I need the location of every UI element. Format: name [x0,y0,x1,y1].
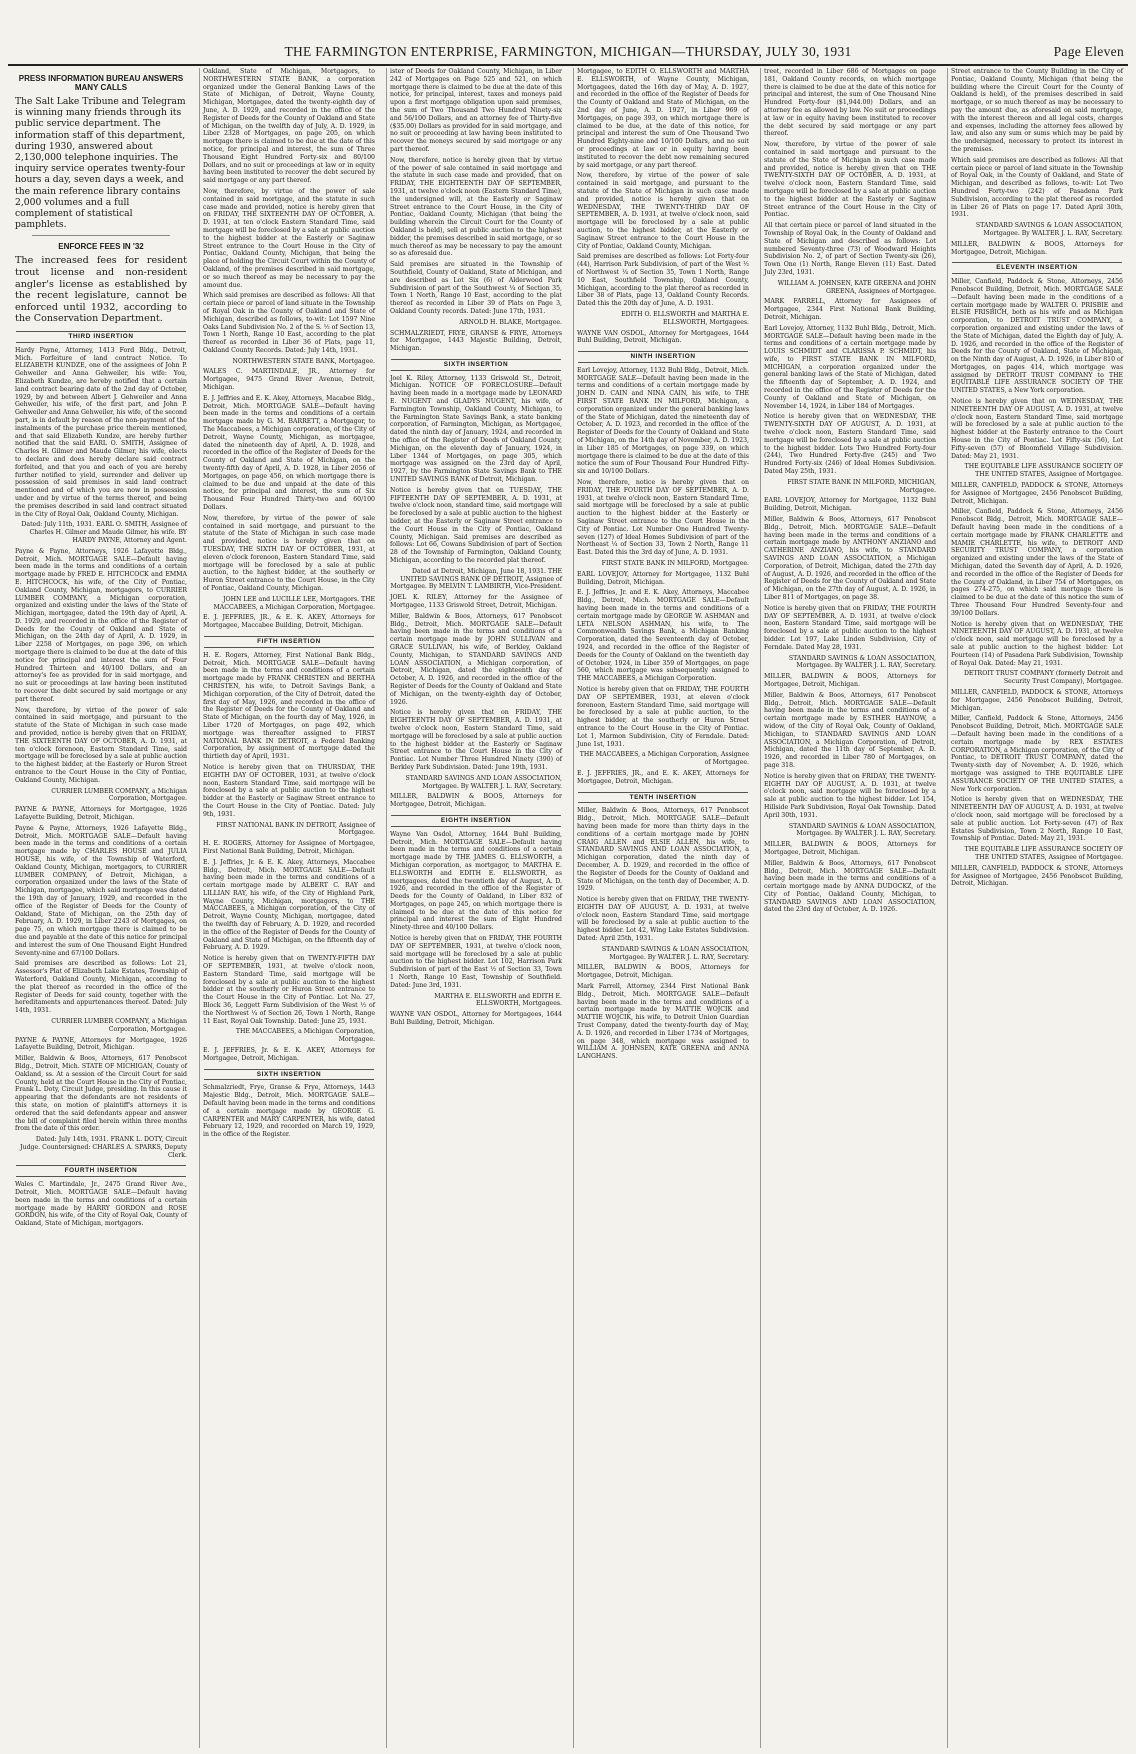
article-press-bureau: The Salt Lake Tribune and Telegram is winning many friends through its public service department. The information staff of this department, during 1930, answered about 2,130,000 telephone inquiries. The inquiry service operates twenty-four hours a day, seven days a week, and the main reference library contains 2,000 volumes and a full complement of statistical pamphlets. [15,96,186,231]
notice-signature: NORTHWESTERN STATE BANK, Mortgagee. [232,357,375,365]
column-2 [199,68,378,1748]
attorney-line: EARL LOVEJOY, Attorney for Mortgagee, 1132 Buhl Building, Detroit, Michigan. [577,570,749,586]
legal-notice: Notice is hereby given that on FRIDAY, THE FOURTH DAY OF SEPTEMBER, 1931, at eleven o'clock forenoon, Eastern Standard Time, said mortgage will be foreclosed by a sale at public auction, to the highest bidder, at the southerly or Huron Street entrance to the Court House in the City of Pontiac. Lot 1, Marmon Subdivision, City of Ferndale. Dated: June 1st, 1931. [577,685,749,748]
notice-signature: CURRIER LUMBER COMPANY, a Michigan Corporation, Mortgagee. [51,787,187,803]
section-header: FIFTH INSERTION [204,636,374,648]
attorney-line: WALES C. MARTINDALE, JR., Attorney for Mortgagee, 9475 Grand River Avenue, Detroit, Michigan. [203,368,375,392]
legal-notice: Notice is hereby given that on FRIDAY, THE TWENTY-EIGHTH DAY OF AUGUST, A. D. 1931, at twelve o'clock noon, Eastern Standard Time, said mortgage will be foreclosed by a sale at public auction to the highest bidder. Lot 42, Wing Lake Estates Subdivision. Dated: April 25th, 1931. [577,896,749,943]
notice-signature: THE MACCABEES, a Michigan Corporation, Mortgagee. [235,1028,375,1044]
notice-signature: JOHN LEE and LUCILLE LEE, Mortgagors. THE MACCABEES, a Michigan Corporation, Mortgagee. [213,595,375,611]
notice-signature: THE MACCABEES, a Michigan Corporation, Assignee of Mortgagee. [579,751,749,767]
article-enforce-fees: The increased fees for resident trout license and non-resident angler's license as established by the recent legislature, cannot be enforced until 1932, according to the Conservation Department. [15,255,187,325]
masthead [8,40,1128,66]
legal-notice: E. J. Jeffries and E. K. Akey, Attorneys, Macabee Bldg., Detroit, Mich. MORTGAGE SALE—Default having been made in the terms and conditions of a certain mortgage made by G. M. BARRETT, a Mortgagor, to The Maccabees, a Michigan corporation, of the City of Detroit, Wayne County, Michigan, as mortgagee, dated the nineteenth day of April, A. D. 1928, and recorded in the office of the Register of Deeds for the County of Oakland and State of Michigan, on the twenty-fifth day of April, A. D. 1928, in Liber 2056 of Mortgages, on page 456, on which mortgage there is claimed to be due and unpaid at the date of this notice, for principal and interest, the sum of Six Thousand Four Hundred Thirty-two and 60/100 Dollars. [203,394,375,512]
notice-signature: STANDARD SAVINGS & LOAN ASSOCIATION, Mortgagee. By WALTER J. L. RAY, Secretary. [601,945,749,961]
attorney-line: MILLER, BALDWIN & BOOS, Attorneys for Mortgagee, Detroit, Michigan. [390,793,562,809]
legal-notice: treet, recorded in Liber 686 of Mortgages on page 181, Oakland County records, on which mortgage there is claimed to be due at the date of this notice for principal and interest, the sum of One Thousand Nine Hundred Forty-four ($1,944.00) Dollars, and an attorney fee as allowed by law. No suit or proceedings at law or in equity having been instituted to recover the debt secured by said mortgage or any part thereof. [764,68,936,138]
attorney-line: MILLER, CANFIELD, PADDOCK & STONE, Attorneys for Assignee of Mortgagee, 2456 Penobscot Building, Detroit, Michigan. [951,864,1123,888]
notice-signature: FIRST STATE BANK IN MILFORD, MICHIGAN, Mortgagee. [787,478,936,494]
attorney-line: E. J. JEFFRIES, JR., and E. K. AKEY, Attorneys for Mortgagee, Detroit, Michigan. [577,769,749,785]
section-header: FOURTH INSERTION [16,1165,186,1177]
legal-notice: Now, therefore, by virtue of the power of sale contained in said mortgage, and pursuant to the statute of the State of Michigan in such case made and provided, notice is hereby given that on FRIDAY, THE SIXTEENTH DAY OF OCTOBER, A. D. 1931, at ten o'clock forenoon, Eastern Standard Time, said mortgage will be foreclosed by a sale at public auction to the highest bidder, at the Easterly or Huron Street entrance to the Court House in the City of Pontiac, Oakland County, Michigan. [15,706,187,784]
legal-notice: Notice is hereby given that on FRIDAY, THE EIGHTEENTH DAY OF SEPTEMBER, A. D. 1931, at twelve o'clock noon, Eastern Standard Time, said mortgage will be foreclosed by a sale at public auction to the highest bidder at the Easterly or Saginaw Street entrance to the Court House in the City of Pontiac. Lot Number Three Hundred Ninety (390) of Berkley Park Subdivision. Dated: June 19th, 1931. [390,709,562,771]
notice-signature: CURRIER LUMBER COMPANY, a Michigan Corporation, Mortgagee. [51,1017,187,1033]
legal-notice: Notice is hereby given that on WEDNESDAY, THE NINETEENTH DAY OF AUGUST, A. D. 1931, at twelve o'clock noon, said mortgage will be foreclosed by a sale at public auction. Lot Forty-seven (47) of Rex Estates Subdivision, Town 2 North, Range 10 East, Township of Pontiac. Dated: May 21, 1931. [951,796,1123,843]
legal-notice: Miller, Baldwin & Boos, Attorneys, 617 Penobscot Bldg., Detroit, Mich. MORTGAGE SALE—Default having been made in the terms and conditions of a certain mortgage made by JOHN SULLIVAN and GRACE SULLIVAN, his wife, of Berkley, Oakland County, Michigan, to STANDARD SAVINGS AND LOAN ASSOCIATION, a Michigan corporation, of Detroit, Michigan, dated the eighteenth day of October, A. D. 1926, and recorded in the office of the Register of Deeds for the County of Oakland and State of Michigan, on the twenty-eighth day of October, 1926. [390,612,562,706]
legal-notice: E. J. Jeffries, Jr. and E. K. Akey, Attorneys, Maccabee Bldg., Detroit, Mich. MORTGAGE SALE—Default having been made in the terms and conditions of a certain mortgage made by GEORGE W. ASHMAN and LETA NELSON ASHMAN, his wife, to The Commonwealth Savings Bank, a Michigan Banking Corporation, dated the Seventeenth day of October, 1924, and recorded in the office of the Register of Deeds for the County of Oakland on the twentieth day of October, 1924, in Liber 359 of Mortgages, on page 560, which mortgage was subsequently assigned to THE MACCABEES, a Michigan Corporation. [577,589,749,683]
attorney-line: E. J. JEFFRIES, JR., & E. K. AKEY, Attorneys for Mortgagee, Maccabee Building, Detroit, Michigan. [203,614,375,630]
columns [8,68,1128,1748]
attorney-line: MILLER, BALDWIN & BOOS, Attorneys for Mortgagee, Detroit, Michigan. [951,240,1123,256]
legal-notice: Notice is hereby given that on WEDNESDAY, THE NINETEENTH DAY OF AUGUST, A. D. 1931, at twelve o'clock noon, said mortgage will be foreclosed by a sale at public auction to the highest bidder. Lot Fourteen (14) of Pasadena Park Subdivision, Township of Royal Oak. Dated: May 21, 1931. [951,620,1123,667]
attorney-line: WAYNE VAN OSDOL, Attorney for Mortgagees, 1644 Buhl Building, Detroit, Michigan. [577,329,749,345]
legal-notice: Said premises are described as follows: Lot Forty-four (44), Harrison Park Subdivision, of part of the West ½ of Northwest ¼ of Section 35, Town 1 North, Range 10 East, Southfield Township, Oakland County, Michigan, according to the plat thereof as recorded in Liber 38 of Plats, page 13, Oakland County Records. Dated this the 20th day of June, A. D. 1931. [577,253,749,308]
section-header: THIRD INSERTION [16,331,186,343]
legal-notice: Now, therefore, notice is hereby given that by virtue of the power of sale contained in said mortgage and the statute in such case made and provided, that on FRIDAY, THE EIGHTEENTH DAY OF SEPTEMBER, 1931, at twelve o'clock noon (Eastern Standard Time), the undersigned will, at the Easterly or Saginaw Street entrance to the Court House, in the City of Pontiac, Oakland County, Michigan (that being the building wherein the Circuit Court for the County of Oakland is held), sell at public auction to the highest bidder, the premises described in said mortgage, or so much thereof as may be necessary to pay the amount so as aforesaid due. [390,156,562,258]
attorney-line: SCHMALZRIEDT, FRYE, GRANSE & FRYE, Attorneys for Mortgagee, 1443 Majestic Building, Detroit, Michigan. [390,329,562,353]
legal-notice: Miller, Baldwin & Boos, Attorneys, 617 Penobscot Bldg., Detroit, Mich. MORTGAGE SALE—Default having been made in the terms and conditions of a certain mortgage made by ANNA DUDOCKZ, of the City of Pontiac, Oakland County, Michigan, to STANDARD SAVINGS AND LOAN ASSOCIATION, dated the 23rd day of October, A. D. 1926. [764,859,936,914]
notice-signature: FIRST NATIONAL BANK IN DETROIT, Assignee of Mortgagee. [216,821,375,837]
headline-press-bureau: PRESS INFORMATION BUREAU ANSWERS MANY CALLS [18,74,184,92]
legal-notice: Notice is hereby given that on WEDNESDAY, THE NINETEENTH DAY OF AUGUST, A. D. 1931, at twelve o'clock noon, Eastern Standard Time, said mortgage will be foreclosed by a sale at public auction to the highest bidder at the Easterly entrance to the Court House in the City of Pontiac. Lot Fifty-six (56), Lot Fifty-seven (57) of Bloomfield Village Subdivision. Dated: May 21, 1931. [951,398,1123,460]
notice-signature: THE EQUITABLE LIFE ASSURANCE SOCIETY OF THE UNITED STATES, Assignee of Mortgagee. [964,463,1123,479]
legal-notice: Notice is hereby given that on FRIDAY, THE FOURTH DAY OF SEPTEMBER, A. D. 1931, at twelve o'clock noon, Eastern Standard Time, said mortgage will be foreclosed by a sale at public auction to the highest bidder. Lot 197, Lake Linden Subdivision, City of Ferndale. Dated May 28, 1931. [764,604,936,651]
section-header: EIGHTH INSERTION [391,815,561,827]
legal-notice: Miller, Baldwin & Boos, Attorneys, 617 Penobscot Bldg., Detroit, Mich. MORTGAGE SALE—Default having been made in the terms and conditions of a certain mortgage made by ESTHER HAYNOW, a widow, of the City of Royal Oak, County of Oakland, Michigan, to STANDARD SAVINGS AND LOAN ASSOCIATION, a Michigan Corporation, of Detroit, Michigan, dated the 11th day of September, A. D. 1926, and recorded in Liber 780 of Mortgages, on page 318. [764,691,936,769]
legal-notice: Now, therefore, notice is hereby given that on FRIDAY, THE FOURTH DAY OF SEPTEMBER, A. D. 1931, at twelve o'clock noon, Eastern Standard Time, said mortgage will be foreclosed by a sale at public auction to the highest bidder at the Easterly or Saginaw Street entrance to the Court House in the City of Pontiac. Lot Number One Hundred Twenty-seven (127) of Ideal Homes Subdivision of part of the Northeast ¼ of Section 33, Town 2 North, Range 11 East. Dated this the 3rd day of June, A. D. 1931. [577,479,749,557]
legal-notice: Which said premises are described as follows: All that certain piece or parcel of land situate in the Township of Royal Oak in the County of Oakland and State of Michigan, described as follows, to-wit: Lot 1597 Nine Oaks Land Subdivision No. 2 of the S. ½ of Section 13, Town 1 North, Range 10 East, according to the plat thereof as recorded in Liber 36 of Plats, page 11, Oakland County Records. Dated: July 14th, 1931. [203,292,375,354]
notice-signature: Dated: July 11th, 1931. EARL O. SMITH, Assignee of Charles H. Gilmer and Maude Gilmer, his wife. BY HARDY PAYNE, Attorney and Agent. [21,521,187,544]
section-header: SIXTH INSERTION [391,359,561,371]
legal-notice: Notice is hereby given that on THURSDAY, THE EIGHTH DAY OF OCTOBER, 1931, at twelve o'clock noon, Eastern Standard Time, said mortgage will be foreclosed by a sale at public auction to the highest bidder at the Easterly or Saginaw Street entrance to the Court House in the City of Pontiac. Dated: July 9th, 1931. [203,763,375,818]
column-4 [573,68,752,1748]
notice-signature: STANDARD SAVINGS AND LOAN ASSOCIATION, Mortgagee. By WALTER J. L. RAY, Secretary. [405,774,562,790]
notice-signature: THE EQUITABLE LIFE ASSURANCE SOCIETY OF THE UNITED STATES, Assignee of Mortgagee. [964,846,1123,861]
legal-notice: Said premises are described as follows: Lot 21, Assessor's Plat of Elizabeth Lake Estates, Township of Waterford, Oakland County, Michigan, according to the plat thereof as recorded in the office of the Register of Deeds for said county, together with the hereditaments and appurtenances thereof. Dated: July 14th, 1931. [15,960,187,1015]
legal-notice: Miller, Baldwin & Boos, Attorneys, 617 Penobscot Bldg., Detroit, Mich. STATE OF MICHIGAN, County of Oakland, ss. At a session of the Circuit Court for said County, held at the Court House in the City of Pontiac, Frank L. Doty, Circuit Judge, presiding. In this cause it appearing that the defendants are not residents of this state, on motion of plaintiff's attorneys it is ordered that the said defendants appear and answer the bill of complaint filed herein within three months from the date of this order. [15,1055,187,1133]
attorney-line: MILLER, BALDWIN & BOOS, Attorneys for Mortgagee, Detroit, Michigan. [764,841,936,856]
legal-notice: Notice is hereby given that on TUESDAY, THE FIFTEENTH DAY OF SEPTEMBER, A. D. 1931, at twelve o'clock noon, standard time, said mortgage will be foreclosed by a sale at public auction to the highest bidder, at the Easterly or Saginaw Street entrance to the Court House in the City of Pontiac, Oakland County, Michigan. Said premises are described as follows: Lot 66, Cowans Subdivision of part of Section 28 of the Township of Farmington, Oakland County, Michigan, according to the recorded plat thereof. [390,486,562,565]
masthead-title: THE FARMINGTON ENTERPRISE, FARMINGTON, MICHIGAN—THURSDAY, JULY 30, 1931 [284,44,852,59]
legal-notice: Earl Lovejoy, Attorney, 1132 Buhl Bldg., Detroit, Mich. MORTGAGE SALE—Default having been made in the terms and conditions of a certain mortgage made by LOUIS SCHMIDT and CLARISSA P. SCHMIDT, his wife, to FIRST STATE BANK IN MILFORD, MICHIGAN, a corporation organized under the general banking laws of the State of Michigan, dated the fifteenth day of September, A. D. 1924, and recorded in the office of the Register of Deeds for the County of Oakland and State of Michigan, on November 14, 1924, in Liber 184 of Mortgages. [764,324,936,410]
page-number: Page Eleven [1053,44,1124,59]
notice-signature: WILLIAM A. JOHNSEN, KATE GREENA and JOHN GREENA, Assignees of Mortgagee. [777,279,936,295]
legal-notice: Now, therefore, by virtue of the power of sale contained in said mortgage, and the statute in such case made and provided, notice is hereby given that on FRIDAY, THE SIXTEENTH DAY OF OCTOBER, A. D. 1931, at ten o'clock Eastern Standard Time, said mortgage will be foreclosed by a sale at public auction to the highest bidder at the Easterly or Saginaw Street entrance to the Court House in the City of Pontiac, Oakland County, Michigan, that being the place of holding the Circuit Court within the County of Oakland, of the premises described in said mortgage, or so much thereof as may be necessary to pay the amount due. [203,187,375,289]
attorney-line: PAYNE & PAYNE, Attorneys for Mortgagee, 1926 Lafayette Building, Detroit, Michigan. [15,806,187,822]
legal-notice: Miller, Canfield, Paddock & Stone, Attorneys, 2456 Penobscot Bldg., Detroit, Mich. MORTGAGE SALE—Default having been made in the conditions of a certain mortgage made by FRANK CHARLETTE and MAMIE CHARLETTE, his wife, to DETROIT AND SECURITY TRUST COMPANY, a corporation organized and existing under the laws of the State of Michigan, dated the Seventh day of April, A. D. 1926, and recorded in the office of the Register of Deeds for the County of Oakland, in Liber 754 of Mortgages, on pages 274-275, on which said mortgage there is claimed to be due at the date of this notice the sum of Three Thousand Four Hundred Seventy-four and 39/100 Dollars. [951,508,1123,617]
legal-notice: Which said premises are described as follows: All that certain piece or parcel of land situate in the Township of Royal Oak, in the County of Oakland, and State of Michigan, and described as follows, to-wit: Lot Two Hundred Forty-two (242) of Pasadena Park Subdivision, according to the plat thereof as recorded in Liber 26 of Plats on page 17. Dated April 30th, 1931. [951,156,1123,219]
column-6 [947,68,1126,1748]
notice-signature: Dated: July 14th, 1931. FRANK L. DOTY, Circuit Judge. Countersigned: CHARLES A. SPARKS, Deputy Clerk. [20,1136,187,1159]
column-5 [760,68,939,1748]
notice-signature: Dated at Detroit, Michigan, June 18, 1931. THE UNITED SAVINGS BANK OF DETROIT, Assignee of Mortgagee. By MELVIN T. LAMBIRTH, Vice-President. [390,567,562,591]
attorney-line: EARL LOVEJOY, Attorney for Mortgagee, 1132 Buhl Building, Detroit, Michigan. [764,497,936,513]
legal-notice: Mortgagee, to EDITH O. ELLSWORTH and MARTHA E. ELLSWORTH, of Wayne County, Michigan, Mortgagees, dated the 16th day of May, A. D. 1927, and recorded in the office of the Register of Deeds for the County of Oakland and State of Michigan, on the 2nd day of June, A. D. 1927, in Liber 969 of Mortgages, on page 393, on which mortgage there is claimed to be due, at the date of this notice, for principal and interest the sum of One Thousand Two Hundred Eighty-nine and 10/100 Dollars, and no suit or proceedings at law or in equity having been instituted to recover the debt now remaining secured by said mortgage, or any part thereof. [577,68,749,169]
attorney-line: WAYNE VAN OSDOL, Attorney for Mortgagees, 1644 Buhl Building, Detroit, Michigan. [390,1011,562,1027]
notice-signature: MARTHA E. ELLSWORTH and EDITH E. ELLSWORTH, Mortgagees. [434,992,562,1008]
attorney-line: E. J. JEFFRIES, Jr. & E. K. AKEY, Attorneys for Mortgagee, Detroit, Michigan. [203,1047,375,1062]
notice-signature: FIRST STATE BANK IN MILFORD, Mortgagee. [601,560,749,568]
notice-signature: STANDARD SAVINGS & LOAN ASSOCIATION, Mortgagee. By WALTER J. L. RAY, Secretary. [788,654,936,670]
legal-notice: Payne & Payne, Attorneys, 1926 Lafayette Bldg., Detroit, Mich. MORTGAGE SALE—Default having been made in the terms and conditions of a certain mortgage made by FRED E. HITCHCOCK and EMMA E. HITCHCOCK, his wife, of the City of Pontiac, Oakland County, Michigan, mortgagors, to CURRIER LUMBER COMPANY, a Michigan corporation, organized and existing under the laws of the State of Michigan, mortgagee, dated the 19th day of April, A. D. 1929, and recorded in the office of the Register of Deeds for the County of Oakland and State of Michigan, on the 24th day of April, A. D. 1929, in Liber 2258 of Mortgages, on page 396, on which mortgage there is claimed to be due at the date of this notice for principal and interest the sum of Four Hundred Thirteen and 40/100 Dollars, and an attorney's fee as provided for in said mortgage, and no suit or proceedings at law having been instituted to recover the debt secured by said mortgage or any part thereof. [15,547,187,703]
attorney-line: PAYNE & PAYNE, Attorneys for Mortgagee, 1926 Lafayette Building, Detroit, Michigan. [15,1036,187,1052]
notice-signature: EDITH O. ELLSWORTH and MARTHA E. ELLSWORTH, Mortgagees. [621,310,749,326]
attorney-line: JOEL K. RILEY, Attorney for the Assignee of Mortgagee, 1133 Griswold Street, Detroit, Michigan. [390,594,562,609]
column-1 [12,68,190,1748]
newspaper-page [8,6,1128,1748]
legal-notice: E. J. Jeffries, Jr. & E. K. Akey, Attorneys, Maccabee Bldg., Detroit, Mich. MORTGAGE SALE—Default having been made in the terms and conditions of a certain mortgage made by ALBERT C. RAY and LILLIAN RAY, his wife, of the City of Highland Park, Wayne County, Michigan, mortgagors, to THE MACCABEES, a Michigan corporation, of the City of Detroit, Wayne County, Michigan, mortgagee, dated the twelfth day of February, A. D. 1929, and recorded in the office of the Register of Deeds for the County of Oakland and State of Michigan, on the fifteenth day of February, A. D. 1929. [203,858,375,952]
legal-notice: Notice is hereby given that on TWENTY-FIFTH DAY OF SEPTEMBER, 1931, at twelve o'clock noon, Eastern Standard Time, said mortgage will be foreclosed by a sale at public auction to the highest bidder at the southerly or Huron Street entrance to the Court House in the City of Pontiac. Lot No. 27, Block 36, Leggett Farm Subdivision of the West ½ of the Northwest ¼ of Section 26, Town 1 North, Range 11 East, Royal Oak Township. Dated: June 25, 1931. [203,955,375,1025]
legal-notice: Mark Farrell, Attorney, 2344 First National Bank Bldg., Detroit, Mich. MORTGAGE SALE—Default having been made in the terms and conditions of a certain mortgage made by MATTIE WOJCIK and MATTIE WOJCIK, his wife, to Detroit Union Guardian Trust Company, dated the twenty-fourth day of May, A. D. 1926, and recorded in Liber 1734 of Mortgages, on page 348, which mortgage was assigned to WILLIAM A. JOHNSEN, KATE GREENA and ANNA LANGHANS. [577,983,749,1061]
section-header: ELEVENTH INSERTION [952,262,1122,274]
legal-notice: Schmalzriedt, Frye, Granse & Frye, Attorneys, 1443 Majestic Bldg., Detroit, Mich. MORTGAGE SALE—Default having been made in the terms and conditions of a certain mortgage made by GEORGE G. CARPENTER and MARY CARPENTER, his wife, dated February 12, 1929, and recorded on March 19, 1929, in the office of the Register. [203,1084,375,1139]
legal-notice: Miller, Baldwin & Boos, Attorneys, 617 Penobscot Bldg., Detroit, Mich. MORTGAGE SALE—Default having been made in the terms and conditions of a certain mortgage made by ANTHONY ANZIANO and CATHERINE ANZIANO, his wife, to STANDARD SAVINGS AND LOAN ASSOCIATION, a Michigan Corporation, of Detroit, Michigan, dated the 27th day of August, A. D. 1926, and recorded in the office of the Register of Deeds for the County of Oakland and State of Michigan, on the 27th day of August, A. D. 1926, in Liber 811 of Mortgages, on page 38. [764,516,936,601]
legal-notice: All that certain piece or parcel of land situated in the Township of Royal Oak, in the County of Oakland and State of Michigan and described as follows: Lot numbered Seventy-three (73) of Woodward Heights Subdivision No. 2, of part of Section Twenty-six (26), Town One (1) North, Range Eleven (11) East. Dated July 23rd, 1931. [764,222,936,276]
legal-notice: Wayne Van Osdol, Attorney, 1644 Buhl Building, Detroit, Mich. MORTGAGE SALE—Default having been made in the terms and conditions of a certain mortgage made by THE JAMES G. ELLSWORTH, a Michigan corporation, as mortgagor, to MARTHA E. ELLSWORTH and EDITH E. ELLSWORTH, as mortgagees, dated the twentieth day of August, A. D. 1926, and recorded in the office of the Register of Deeds for the County of Oakland, in Liber 832 of Mortgages, on page 245, on which mortgage there is claimed to be due at the date of this notice for principal and interest the sum of Eight Hundred Ninety-three and 40/100 Dollars. [390,830,562,932]
section-header: NINTH INSERTION [578,351,748,363]
section-header: TENTH INSERTION [578,792,748,804]
attorney-line: MARK FARRELL, Attorney for Assignees of Mortgagee, 2344 First National Bank Building, Detroit, Michigan. [764,298,936,321]
notice-signature: STANDARD SAVINGS & LOAN ASSOCIATION, Mortgagee. By WALTER J. L. RAY, Secretary. [788,822,936,838]
legal-notice: Notice is hereby given that on FRIDAY, THE FOURTH DAY OF SEPTEMBER, 1931, at twelve o'clock noon, said mortgage will be foreclosed by a sale at public auction to the highest bidder. Lot 102, Harrison Park Subdivision of part of the East ½ of Section 33, Town 1 North, Range 10 East, Township of Southfield. Dated: June 3rd, 1931. [390,935,562,989]
legal-notice: Now, therefore, by virtue of the power of sale contained in said mortgage and pursuant to the statute of the State of Michigan in such case made and provided, notice is hereby given that on THE TWENTY-SIXTH DAY OF OCTOBER, A. D. 1931, at twelve o'clock noon, Eastern Standard Time, said mortgage will be foreclosed by a sale at public auction to the highest bidder at the Easterly or Saginaw Street entrance of the Court House in the City of Pontiac. [764,141,936,219]
legal-notice: Oakland, State of Michigan, Mortgagors, to NORTHWESTERN STATE BANK, a corporation organized under the General Banking Laws of the State of Michigan, of Detroit, Wayne County, Michigan, Mortgagee, dated the twenty-eighth day of June, A. D. 1929, and recorded in the office of the Register of Deeds for the County of Oakland and State of Michigan, on the twelfth day of July, A. D. 1929, in Liber 2328 of Mortgages, on page 205, on which mortgage there is claimed to be due at the date of this notice, for principal and interest, the sum of Three Thousand Eight Hundred Forty-six and 80/100 Dollars, and no suit or proceedings at law or in equity having been instituted to recover the debt secured by said mortgage or any part thereof. [203,68,375,185]
section-header: SIXTH INSERTION [204,1069,374,1081]
divider [32,235,170,236]
legal-notice: Now, therefore, by virtue of the power of sale contained in said mortgage, and pursuant to the statute of the State of Michigan in such case made and provided, notice is hereby given that on WEDNESDAY, THE TWENTY-THIRD DAY OF SEPTEMBER, A. D. 1931, at twelve o'clock noon, said mortgage will be foreclosed by a sale at public auction, to the highest bidder, at the Easterly or Saginaw Street entrance to the Court House in the City of Pontiac, Oakland County, Michigan. [577,172,749,250]
legal-notice: Said premises are situated in the Township of Southfield, County of Oakland, State of Michigan, and are described as Lot Six (6) of Alderwood Park Subdivision of part of the Southwest ¼ of Section 35, Town 1 North, Range 10 East, according to the plat thereof as recorded in Liber 39 of Plats on Page 3, Oakland County records. Dated: June 17th, 1931. [390,261,562,315]
notice-signature: ARNOLD H. BLAKE, Mortgagee. [459,318,562,326]
legal-notice: Wales C. Martindale, Jr., 2475 Grand River Ave., Detroit, Mich. MORTGAGE SALE—Default having been made in the terms and conditions of a certain mortgage made by HARRY GORDON and ROSE GORDON, his wife, of the City of Royal Oak, County of Oakland, State of Michigan, mortgagors. [15,1181,187,1228]
legal-notice: Payne & Payne, Attorneys, 1926 Lafayette Bldg., Detroit, Mich. MORTGAGE SALE—Default having been made in the terms and conditions of a certain mortgage made by CHARLES HOUSE and JULIA HOUSE, his wife, of the Township of Waterford, Oakland County, Michigan, mortgagors, to CURRIER LUMBER COMPANY, of Detroit, Michigan, a corporation organized under the laws of the State of Michigan, mortgagee, which said mortgage was dated the 19th day of January, 1929, and recorded in the office of the Register of Deeds for the County of Oakland, State of Michigan, on the 25th day of February, A. D. 1929, in Liber 2243 of Mortgages, on page 75, on which mortgage there is claimed to be due and payable at the date of this notice for principal and interest the sum of One Thousand Eight Hundred Seventy-nine and 67/100 Dollars. [15,824,187,957]
legal-notice: Notice is hereby given that on FRIDAY, THE TWENTY-EIGHTH DAY OF AUGUST, A. D. 1931, at twelve o'clock noon, said mortgage will be foreclosed by a sale at public auction to the highest bidder. Lot 154, Hillside Park Subdivision, Royal Oak Township. Dated April 30th, 1931. [764,772,936,819]
legal-notice: Street entrance to the County Building in the City of Pontiac, Oakland County, Michigan (that being the building where the Circuit Court for the County of Oakland is held), of the premises described in said mortgage, or so much thereof as may be necessary to pay the amount due, as aforesaid on said mortgage, with the interest thereon and all legal costs, charges and expenses, including the attorney fees allowed by law, and also any sum or sums which may be paid by the undersigned, necessary to protect its interest in the premises. [951,68,1123,153]
legal-notice: ister of Deeds for Oakland County, Michigan, in Liber 242 of Mortgages on Page 525 and 521, on which mortgage there is claimed to be due at the date of this notice, for principal, interest, taxes and moneys paid upon a first mortgage obligation upon said premises, the sum of Two Thousand Two Hundred Ninety-six and 56/100 Dollars, and an attorney fee of Thirty-five ($35.00) Dollars as provided for in said mortgage, and no suit or proceeding at law having been instituted to recover the moneys secured by said mortgage or any part thereof. [390,68,562,153]
attorney-line: MILLER, BALDWIN & BOOS, Attorneys for Mortgagee, Detroit, Michigan. [577,964,749,980]
attorney-line: MILLER, CANFIELD, PADDOCK & STONE, Attorneys for Assignee of Mortgagee, 2456 Penobscot Building, Detroit, Michigan. [951,482,1123,505]
attorney-line: MILLER, BALDWIN & BOOS, Attorneys for Mortgagee, Detroit, Michigan. [764,673,936,688]
legal-notice: Notice is hereby given that on WEDNESDAY, THE TWENTY-SIXTH DAY OF AUGUST, A. D. 1931, at twelve o'clock noon, Eastern Standard Time, said mortgage will be foreclosed by a sale at public auction to the highest bidder. Lots Two Hundred Forty-four (244), Two Hundred Forty-five (245) and Two Hundred Forty-six (246) of Ideal Homes Subdivision. Dated May 25th, 1931. [764,413,936,476]
attorney-line: MILLER, CANFIELD, PADDOCK & STONE, Attorneys for Mortgagee, 2456 Penobscot Building, Detroit, Michigan. [951,688,1123,712]
legal-notice: Joel K. Riley, Attorney, 1133 Griswold St., Detroit, Michigan. NOTICE OF FORECLOSURE—Default having been made in a mortgage made by LEONARD E. NUGENT and GLADYS NUGENT, his wife, of Farmington Township, Oakland County, Michigan, to the Farmington State Savings Bank, a state banking corporation, of Farmington, Michigan, as Mortgagee, dated the ninth day of January, 1924, and recorded in the office of the Register of Deeds of Oakland County, Michigan, on the eleventh day of January, 1924, in Liber 1344 of Mortgages, on page 305, which mortgage was assigned on the 23rd day of April, 1927, by the Farmington State Savings Bank to THE UNITED SAVINGS BANK of Detroit, Michigan. [390,374,562,484]
legal-notice: H. E. Rogers, Attorney, First National Bank Bldg., Detroit, Mich. MORTGAGE SALE—Default having been made in the terms and conditions of a certain mortgage made by FRANK CHRISTEN and BERTHA CHRISTEN, his wife, to Detroit Savings Bank, a Michigan corporation, of the City of Detroit, dated the first day of May, 1926, and recorded in the office of the Register of Deeds for the County of Oakland and State of Michigan, on the fourth day of May, 1926, in Liber 1720 of Mortgages, on page 492, which mortgage was thereafter assigned to FIRST NATIONAL BANK IN DETROIT, a Federal Banking Corporation, by assignment of mortgage dated the thirtieth day of April, 1931. [203,651,375,761]
legal-notice: Miller, Canfield, Paddock & Stone, Attorneys, 2456 Penobscot Building, Detroit, Mich. MORTGAGE SALE—Default having been made in the conditions of a certain mortgage made by WALTER O. PRISBIE and ELSIE FRISBICH, both as his wife and as Michigan corporation, to DETROIT TRUST COMPANY, a corporation organized and existing under the laws of the State of Michigan, dated the Eighth day of July, A. D. 1926, and recorded in the office of the Register of Deeds for the County of Oakland, State of Michigan, on the Ninth day of August, A. D. 1926, in Liber 810 of Mortgages, on pages 414, which mortgage was assigned by DETROIT TRUST COMPANY to THE EQUITABLE LIFE ASSURANCE SOCIETY OF THE UNITED STATES, a New York corporation. [951,278,1123,395]
legal-notice: Miller, Baldwin & Boos, Attorneys, 617 Penobscot Bldg., Detroit, Mich. MORTGAGE SALE—Default having been made for more than thirty days in the conditions of a certain mortgage made by JOHN CRAIG ALLEN and ELSIE ALLEN, his wife, to STANDARD SAVINGS AND LOAN ASSOCIATION, a Michigan corporation, dated the ninth day of December, A. D. 1929, and recorded in the office of the Register of Deeds for the County of Oakland and State of Michigan, on the tenth day of December, A. D. 1929. [577,807,749,893]
column-3 [386,68,565,1748]
notice-signature: DETROIT TRUST COMPANY (formerly Detroit and Security Trust Company), Mortgagee. [963,670,1123,686]
legal-notice: Earl Lovejoy, Attorney, 1132 Buhl Bldg., Detroit, Mich. MORTGAGE SALE—Default having been made in the terms and conditions of a certain mortgage made by JOHN D. CAIN and NINA CAIN, his wife, to THE FIRST STATE BANK IN MILFORD, Michigan, a corporation organized under the general banking laws of the State of Michigan, dated the nineteenth day of October, A. D. 1923, and recorded in the office of the Register of Deeds for the County of Oakland and State of Michigan, on the 14th day of November, A. D. 1923, in Liber 185 of Mortgages, on page 339, on which mortgage there is claimed to be due at the date of this notice the sum of Four Thousand Four Hundred Fifty-six and 10/100 Dollars. [577,366,749,476]
headline-enforce-fees: ENFORCE FEES IN '32 [58,242,144,252]
legal-notice: Miller, Canfield, Paddock & Stone, Attorneys, 2456 Penobscot Building, Detroit, Mich. MORTGAGE SALE—Default having been made in the conditions of a certain mortgage made by REX ESTATES CORPORATION, a Michigan corporation, of the City of Pontiac, to DETROIT TRUST COMPANY, dated the Twenty-sixth day of November, A. D. 1926, which mortgage was assigned to THE EQUITABLE LIFE ASSURANCE SOCIETY OF THE UNITED STATES, a New York corporation. [951,715,1123,793]
legal-notice: Now, therefore, by virtue of the power of sale contained in said mortgage, and pursuant to the statute of the State of Michigan in such case made and provided, notice is hereby given that on TUESDAY, THE SIXTH DAY OF OCTOBER, 1931, at eleven o'clock forenoon, Eastern Standard Time, said mortgage will be foreclosed by a sale at public auction, to the highest bidder, at the southerly or Huron Street entrance to the Court House, in the City of Pontiac, Oakland County, Michigan. [203,514,375,592]
legal-notice: Hardy Payne, Attorney, 1413 Ford Bldg., Detroit, Mich. Forfeiture of land contract Notice. To ELIZABETH KUNDZE, one of the assignees of John P. Gehweiler and Anna Gehweiler, his wife: You, Elizabeth Kundze, are hereby notified that a certain land contract bearing date of the 2nd day of October, 1929, by and between Albert J. Gehweiler and Anna Gehweiler, his wife, of the first part, and John P. Gehweiler and Anna Gehweiler, his wife, of the second part, is in default by reason of the non-payment of the instalments of the purchase price therein mentioned, and that said Elizabeth Kundze, are hereby further notified that the said EARL O. SMITH, Assignee of Charles H. Gilmer and Maude Gilmer, his wife, elects to declare and does hereby declare said contract forfeited, and that you and each of you are hereby further notified to yield, surrender and deliver up possession of said premises in said land contract mentioned and of which you are now in possession under and by virtue of the terms thereof, and being the premises described in said land contract situated in the City of Royal Oak, Oakland County, Michigan. [15,346,187,518]
notice-signature: STANDARD SAVINGS & LOAN ASSOCIATION, Mortgagee. By WALTER J. L. RAY, Secretary. [975,222,1123,237]
attorney-line: H. E. ROGERS, Attorney for Assignee of Mortgagee, First National Bank Building, Detroit, Michigan. [203,840,375,855]
